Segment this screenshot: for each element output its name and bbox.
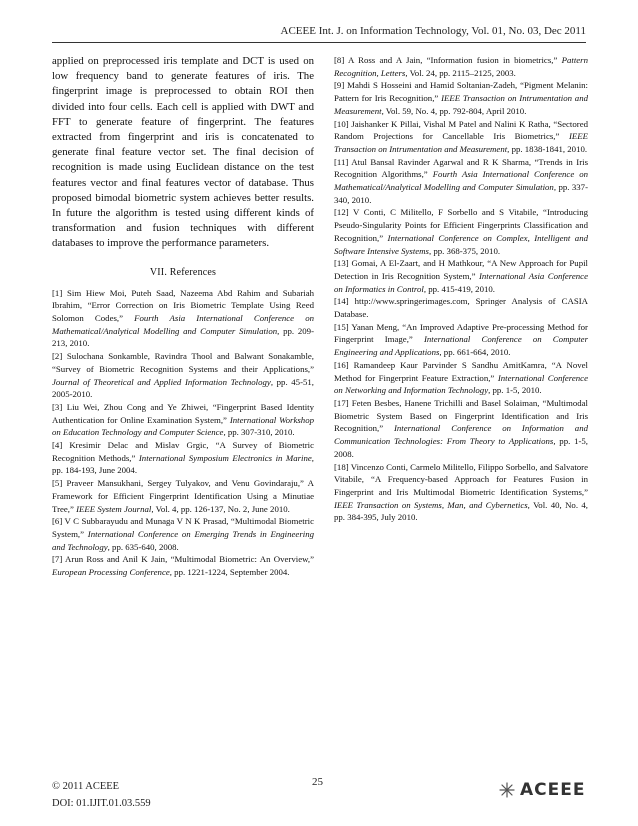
reference-text: [7] Arun Ross and Anil K Jain, “Multimodal Biometric: An Overview,” (52, 554, 314, 565)
reference-item (334, 156, 588, 207)
reference-text: [17] Feten Besbes, Hanene Trichilli and Basel Solaiman, “Multimodal Biometric System Based on Fingerprint Identification and Iris Recognition,” (334, 397, 588, 434)
reference-details: , pp. 635-640, 2008. (107, 541, 179, 552)
reference-text: [5] Praveer Mansukhani, Sergey Tulyakov, and Venu Govindaraju,” A Framework for Efficient Fingerprint Identification Using a Minutiae Tree,” (52, 478, 314, 514)
reference-details: pp. 1-5, 2008. (334, 436, 588, 459)
reference-item (52, 515, 314, 553)
reference-item (334, 54, 588, 79)
doi: DOI: 01.IJIT.01.03.559 (52, 798, 151, 809)
reference-text: [6] V C Subbarayudu and Munaga V N K Prasad, “Multimodal Biometric System,” (52, 516, 314, 539)
reference-text: [11] Atul Bansal Ravinder Agarwal and R K Sharma, “Trends in Iris Recognition Algorithms,” (334, 156, 588, 180)
reference-source: International Workshop on Education Technology and Computer Science (52, 414, 314, 438)
reference-text: [13] Gomai, A El-Zaart, and H Mathkour, “A New Approach for Pupil Detection in Iris Recognition System,” (334, 258, 588, 281)
reference-item (334, 359, 588, 397)
references-list-left (52, 287, 314, 579)
header-rule (52, 42, 586, 43)
reference-text: [12] V Conti, C Militello, F Sorbello and S Vitabile, “Introducing Pseudo-Singularity Points for Efficient Fingerprints Classification and Recognition,” (334, 207, 588, 243)
conclusion-paragraph: applied on preprocessed iris template and DCT is used on low frequency band to generate features of iris. The fingerprint image is preprocessed to obtain ROI then divided into four cells. Each cell is applied with DWT and FFT to generate feature of fingerprint. The features extracted from fingerprint and iris is concatenated to generate final feature vector set. The final decision of recognition is made using Euclidean distance on the test features vector and final features vector of database. Thus proposed bimodal biometric system achieves better results. In future the algorithm is tested using different kinds of transformation and fusion techniques with different databases to improve the performance parameters. (52, 55, 314, 250)
reference-item (52, 287, 314, 351)
star-burst-icon (496, 781, 518, 799)
reference-details: , pp. 661-664, 2010. (439, 347, 511, 358)
reference-text: [4] Kresimir Delac and Mislav Grgic, “A Survey of Biometric Recognition Methods,” (52, 440, 314, 463)
copyright: © 2011 ACEEE (52, 781, 120, 792)
reference-source: International Asia Conference on Informatics in Control (334, 270, 588, 294)
reference-details: , Vol. 59, No. 4, pp. 792-804, April 2010. (381, 105, 527, 116)
reference-details: , pp. 45-51, 2005-2010. (52, 376, 314, 400)
reference-details: , pp. 184-193, June 2004. (52, 452, 314, 476)
reference-details: , Vol. 4, pp. 126-137, No. 2, June 2010. (151, 503, 290, 514)
reference-item (52, 477, 314, 515)
reference-details: , pp. 307-310, 2010. (223, 427, 295, 438)
reference-text: [1] Sim Hiew Moi, Puteh Saad, Nazeema Abd Rahim and Subariah Ibrahim, “Error Correction on Iris Biometric Template Using Reed Solomon Codes,” (52, 287, 314, 324)
reference-text: [16] Ramandeep Kaur Parvinder S Sandhu AmitKamra, “A Novel Method for Fingerprint Feature Extraction,” (334, 359, 588, 383)
reference-text: [3] Liu Wei, Zhou Cong and Ye Zhiwei, “Fingerprint Based Identity Authentication for Online Examination System,” (52, 401, 314, 425)
reference-item (52, 439, 314, 477)
aceee-logo (496, 780, 585, 800)
reference-text: [9] Mahdi S Hosseini and Hamid Soltanian-Zadeh, “Pigment Melanin: Pattern for Iris Recognition,” (334, 80, 588, 104)
reference-text: [8] A Ross and A Jain, “Information fusion in biometrics,” (334, 55, 562, 65)
reference-item (334, 79, 588, 117)
reference-item (52, 553, 314, 578)
reference-item (334, 118, 588, 156)
reference-item (334, 397, 588, 461)
logo-text: ACEEE (520, 780, 586, 800)
reference-details: , pp. 209-213, 2010. (52, 325, 315, 349)
references-list-right (334, 54, 588, 524)
reference-source: International Conference on Emerging Trends in Engineering and Technology (52, 529, 314, 552)
page-number: 25 (312, 776, 323, 788)
reference-source: Journal of Theoretical and Applied Information Technology (52, 376, 271, 387)
reference-item (334, 206, 588, 257)
references-heading: VII. References (149, 266, 217, 278)
reference-source: Fourth Asia International Conference on Mathematical/Analytical Modelling and Computer Simulation (334, 169, 589, 193)
reference-text: [14] http://www.springerimages.com, Springer Analysis of CASIA Database. (334, 296, 588, 320)
reference-item (334, 461, 588, 525)
reference-item (334, 295, 588, 320)
reference-source: IEEE Transaction on Intrumentation and Measurement (334, 131, 588, 154)
reference-source: International Conference on Complex, Intelligent and Software Intensive Systems (334, 232, 588, 256)
reference-source: European Processing Conference (52, 567, 170, 578)
reference-text: [18] Vincenzo Conti, Carmelo Militello, Filippo Sorbello, and Salvatore Vitabile, “A Frequency-based Approach for Features Fusion in Fingerprint and Iris Multimodal Biometric Identification Systems,” (334, 461, 588, 497)
reference-source: IEEE Transaction on Systems, Man, and Cybernetics (334, 499, 528, 510)
reference-source: Pattern Recognition, Letters (334, 55, 588, 78)
reference-details: , pp. 415-419, 2010. (423, 283, 495, 294)
reference-details: , pp. 368-375, 2010. (428, 245, 501, 256)
reference-source: International Conference on Computer Engineering and Applications (334, 334, 588, 358)
reference-source: IEEE System Journal (76, 503, 152, 514)
reference-text: [15] Yanan Meng, “An Improved Adaptive Pre-processing Method for Fingerprint Image,” (334, 321, 588, 345)
reference-source: International Conference on Information and Communication Technologies: From Theory to Applications, (334, 423, 588, 447)
reference-details: , pp. 1838-1841, 2010. (507, 143, 588, 154)
reference-item (52, 350, 314, 401)
reference-source: Fourth Asia International Conference on Mathematical/Analytical Modelling and Computer Simulation (52, 313, 314, 336)
reference-details: , pp. 337-340, 2010. (334, 182, 588, 205)
reference-details: , pp. 1221-1224, September 2004. (169, 567, 290, 578)
reference-details: , pp. 1-5, 2010. (488, 385, 542, 396)
reference-source: International Symposium Electronics in Marine (138, 452, 312, 463)
reference-text: [10] Jaishanker K Pillai, Vishal M Patel and Nalini K Ratha, “Sectored Random Projections for Cancellable Iris Biometrics,” (334, 118, 588, 142)
reference-source: International Conference on Networking and Information Technology (334, 372, 588, 396)
right-column (334, 54, 588, 524)
footer-info (52, 778, 151, 812)
reference-source: IEEE Transaction on Intrumentation and Measurement (334, 93, 588, 116)
reference-item (52, 401, 314, 439)
reference-item (334, 257, 588, 295)
reference-details: , Vol. 24, pp. 2115–2125, 2003. (405, 67, 516, 78)
reference-item (334, 321, 588, 359)
journal-header: ACEEE Int. J. on Information Technology, Vol. 01, No. 03, Dec 2011 (280, 25, 586, 37)
reference-details: , Vol. 40, No. 4, pp. 384-395, July 2010. (334, 499, 588, 523)
left-column (52, 54, 314, 579)
reference-text: [2] Sulochana Sonkamble, Ravindra Thool and Balwant Sonakamble, “Survey of Biometric Recognition Systems and their Applications,” (52, 351, 314, 374)
